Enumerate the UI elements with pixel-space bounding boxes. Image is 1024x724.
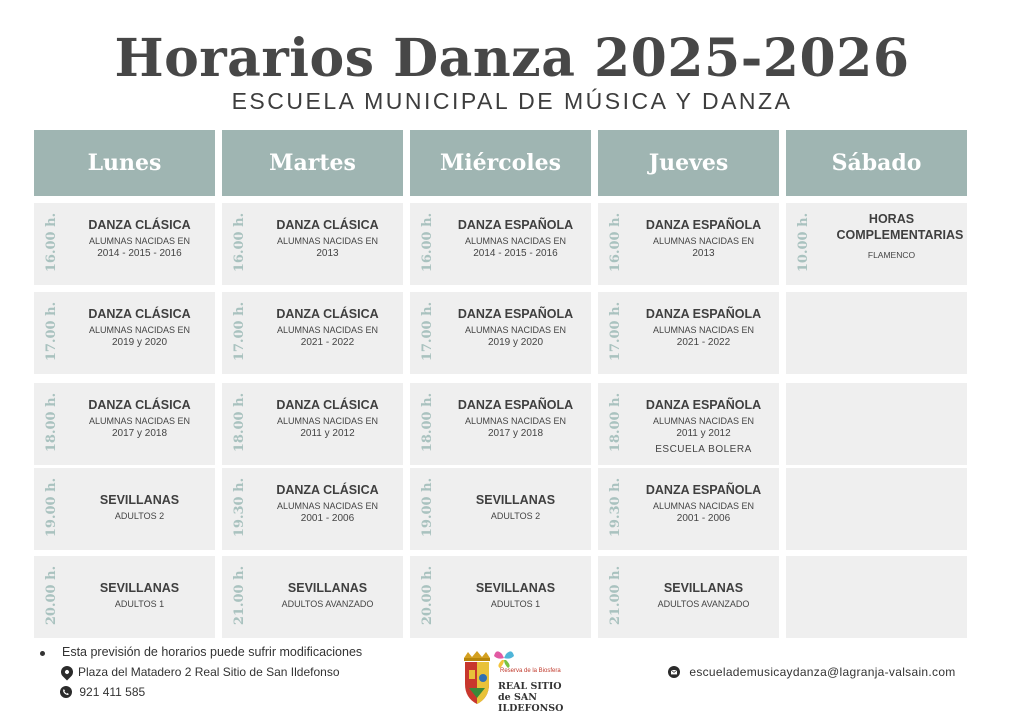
class-time	[226, 556, 254, 634]
class-time-label: 16.00 h.	[44, 212, 60, 272]
email-row	[668, 664, 956, 679]
class-description: ALUMNAS NACIDAS EN	[652, 501, 755, 511]
class-cell	[786, 556, 967, 638]
class-time	[414, 383, 442, 461]
class-cell	[598, 468, 779, 550]
day-header-miercoles: Miércoles	[410, 130, 591, 196]
class-info	[444, 217, 587, 261]
class-cell	[34, 292, 215, 374]
class-description: ALUMNAS NACIDAS EN	[464, 325, 567, 335]
class-cell	[222, 468, 403, 550]
class-years: 2011 y 2012	[300, 428, 355, 439]
class-description: ALUMNAS NACIDAS EN	[276, 236, 379, 246]
class-time-label: 21.00 h.	[608, 565, 624, 625]
class-time	[38, 203, 66, 281]
page-title: Horarios Danza 2025-2026	[114, 28, 910, 89]
class-time	[226, 468, 254, 546]
class-cell	[222, 292, 403, 374]
class-description: ADULTOS AVANZADO	[657, 599, 750, 609]
logo-reserva-text: Reserva de la Biosfera	[500, 668, 561, 674]
bullet-icon	[40, 651, 45, 656]
class-time	[602, 556, 630, 634]
class-years: 2019 y 2020	[111, 337, 168, 348]
class-name: DANZA ESPAÑOLA	[457, 218, 574, 232]
class-cell	[410, 468, 591, 550]
class-time-label: 19.30 h.	[608, 477, 624, 537]
class-time	[38, 556, 66, 634]
class-time	[414, 556, 442, 634]
class-description: ADULTOS 1	[490, 599, 541, 609]
email-icon	[668, 666, 680, 678]
class-info	[820, 211, 963, 261]
class-years: 2014 - 2015 - 2016	[97, 248, 182, 259]
class-info	[632, 217, 775, 261]
class-cell	[786, 468, 967, 550]
class-time-label: 18.00 h.	[608, 392, 624, 452]
class-cell	[598, 383, 779, 465]
class-time	[38, 468, 66, 546]
class-info	[632, 397, 775, 457]
class-description: ALUMNAS NACIDAS EN	[276, 325, 379, 335]
class-years: 2017 y 2018	[111, 428, 168, 439]
phone-row	[60, 684, 145, 699]
class-years: 2019 y 2020	[487, 337, 544, 348]
class-description: ALUMNAS NACIDAS EN	[276, 416, 379, 426]
class-years: 2011 y 2012	[676, 428, 731, 439]
class-name: DANZA CLÁSICA	[88, 307, 191, 321]
class-name: DANZA CLÁSICA	[276, 398, 379, 412]
day-header-lunes: Lunes	[34, 130, 215, 196]
class-description: ALUMNAS NACIDAS EN	[88, 236, 191, 246]
class-time-label: 18.00 h.	[232, 392, 248, 452]
class-cell	[410, 556, 591, 638]
phone-icon	[60, 686, 72, 698]
class-name: DANZA ESPAÑOLA	[645, 398, 762, 412]
email-link[interactable]: escuelademusicaydanza@lagranja-valsain.com	[689, 664, 956, 679]
class-cell	[410, 292, 591, 374]
class-name: DANZA ESPAÑOLA	[457, 307, 574, 321]
class-time-label: 21.00 h.	[232, 565, 248, 625]
class-info	[68, 306, 211, 350]
class-info	[256, 580, 399, 610]
class-info	[632, 580, 775, 610]
logo-main-text: REAL SITIO de SAN ILDEFONSO	[498, 681, 564, 714]
class-time	[414, 203, 442, 281]
class-cell	[222, 383, 403, 465]
class-name: SEVILLANAS	[663, 581, 744, 595]
class-name: DANZA ESPAÑOLA	[645, 483, 762, 497]
class-name: SEVILLANAS	[99, 581, 180, 595]
class-cell	[34, 383, 215, 465]
schedule-note: Esta previsión de horarios puede sufrir modificaciones	[62, 645, 363, 659]
class-description: ALUMNAS NACIDAS EN	[88, 416, 191, 426]
class-time-label: 10.00 h.	[796, 212, 812, 272]
class-description: FLAMENCO	[867, 250, 916, 260]
class-description: ALUMNAS NACIDAS EN	[276, 501, 379, 511]
class-cell	[786, 203, 967, 285]
class-time-label: 19.00 h.	[44, 477, 60, 537]
class-time-label: 16.00 h.	[232, 212, 248, 272]
class-cell	[222, 556, 403, 638]
phone-number: 921 411 585	[79, 684, 146, 699]
class-years: 2021 - 2022	[676, 337, 731, 348]
class-cell	[786, 292, 967, 374]
class-name: SEVILLANAS	[475, 493, 556, 507]
class-time	[226, 292, 254, 370]
class-time-label: 20.00 h.	[44, 565, 60, 625]
class-info	[68, 580, 211, 610]
class-info	[632, 306, 775, 350]
class-name: SEVILLANAS	[99, 493, 180, 507]
class-time	[602, 468, 630, 546]
day-header-jueves: Jueves	[598, 130, 779, 196]
class-name: DANZA CLÁSICA	[276, 483, 379, 497]
class-time-label: 16.00 h.	[420, 212, 436, 272]
class-time-label: 19.30 h.	[232, 477, 248, 537]
class-name: DANZA CLÁSICA	[276, 218, 379, 232]
class-time-label: 18.00 h.	[44, 392, 60, 452]
class-info	[632, 482, 775, 526]
class-name: DANZA CLÁSICA	[88, 398, 191, 412]
class-info	[444, 492, 587, 522]
class-cell	[34, 468, 215, 550]
class-description: ADULTOS 2	[114, 511, 165, 521]
class-description: ALUMNAS NACIDAS EN	[464, 416, 567, 426]
class-time	[414, 292, 442, 370]
class-time	[602, 383, 630, 461]
class-time-label: 16.00 h.	[608, 212, 624, 272]
class-info	[444, 306, 587, 350]
class-name: DANZA ESPAÑOLA	[457, 398, 574, 412]
class-cell	[598, 556, 779, 638]
class-years: 2001 - 2006	[300, 513, 355, 524]
class-description: ALUMNAS NACIDAS EN	[652, 325, 755, 335]
class-extra: ESCUELA BOLERA	[655, 444, 752, 455]
class-name: SEVILLANAS	[287, 581, 368, 595]
address-text: Plaza del Matadero 2 Real Sitio de San Ildefonso	[78, 665, 340, 679]
class-time-label: 17.00 h.	[232, 301, 248, 361]
class-time	[38, 383, 66, 461]
class-name: DANZA ESPAÑOLA	[645, 218, 762, 232]
class-years: 2013	[316, 248, 339, 259]
class-time	[602, 203, 630, 281]
class-cell	[34, 556, 215, 638]
class-cell	[598, 292, 779, 374]
class-cell	[34, 203, 215, 285]
class-name: DANZA ESPAÑOLA	[645, 307, 762, 321]
class-description: ALUMNAS NACIDAS EN	[652, 236, 755, 246]
page-subtitle: ESCUELA MUNICIPAL DE MÚSICA Y DANZA	[231, 88, 793, 114]
class-time-label: 19.00 h.	[420, 477, 436, 537]
class-time	[38, 292, 66, 370]
class-cell	[410, 383, 591, 465]
class-time-label: 17.00 h.	[608, 301, 624, 361]
class-time	[790, 203, 818, 281]
class-years: 2014 - 2015 - 2016	[473, 248, 558, 259]
class-info	[256, 397, 399, 441]
class-info	[256, 482, 399, 526]
class-time	[602, 292, 630, 370]
class-name: HORAS COMPLEMENTARIAS	[836, 212, 964, 242]
class-time-label: 18.00 h.	[420, 392, 436, 452]
class-time	[226, 383, 254, 461]
class-info	[68, 492, 211, 522]
class-info	[444, 580, 587, 610]
class-cell	[222, 203, 403, 285]
class-description: ADULTOS 2	[490, 511, 541, 521]
day-header-sabado: Sábado	[786, 130, 967, 196]
class-description: ALUMNAS NACIDAS EN	[652, 416, 755, 426]
class-time-label: 17.00 h.	[44, 301, 60, 361]
class-description: ALUMNAS NACIDAS EN	[464, 236, 567, 246]
location-pin-icon	[59, 664, 76, 681]
municipal-logo	[460, 648, 572, 712]
class-info	[256, 217, 399, 261]
class-name: DANZA CLÁSICA	[88, 218, 191, 232]
class-description: ADULTOS 1	[114, 599, 165, 609]
class-time-label: 20.00 h.	[420, 565, 436, 625]
day-header-martes: Martes	[222, 130, 403, 196]
class-years: 2001 - 2006	[676, 513, 731, 524]
class-years: 2021 - 2022	[300, 337, 355, 348]
class-description: ADULTOS AVANZADO	[281, 599, 374, 609]
class-info	[256, 306, 399, 350]
class-time-label: 17.00 h.	[420, 301, 436, 361]
class-name: SEVILLANAS	[475, 581, 556, 595]
class-years: 2013	[692, 248, 715, 259]
class-info	[68, 217, 211, 261]
class-cell	[786, 383, 967, 465]
class-description: ALUMNAS NACIDAS EN	[88, 325, 191, 335]
class-name: DANZA CLÁSICA	[276, 307, 379, 321]
class-info	[68, 397, 211, 441]
class-info	[444, 397, 587, 441]
class-cell	[410, 203, 591, 285]
class-time	[226, 203, 254, 281]
class-years: 2017 y 2018	[487, 428, 544, 439]
class-time	[414, 468, 442, 546]
class-cell	[598, 203, 779, 285]
